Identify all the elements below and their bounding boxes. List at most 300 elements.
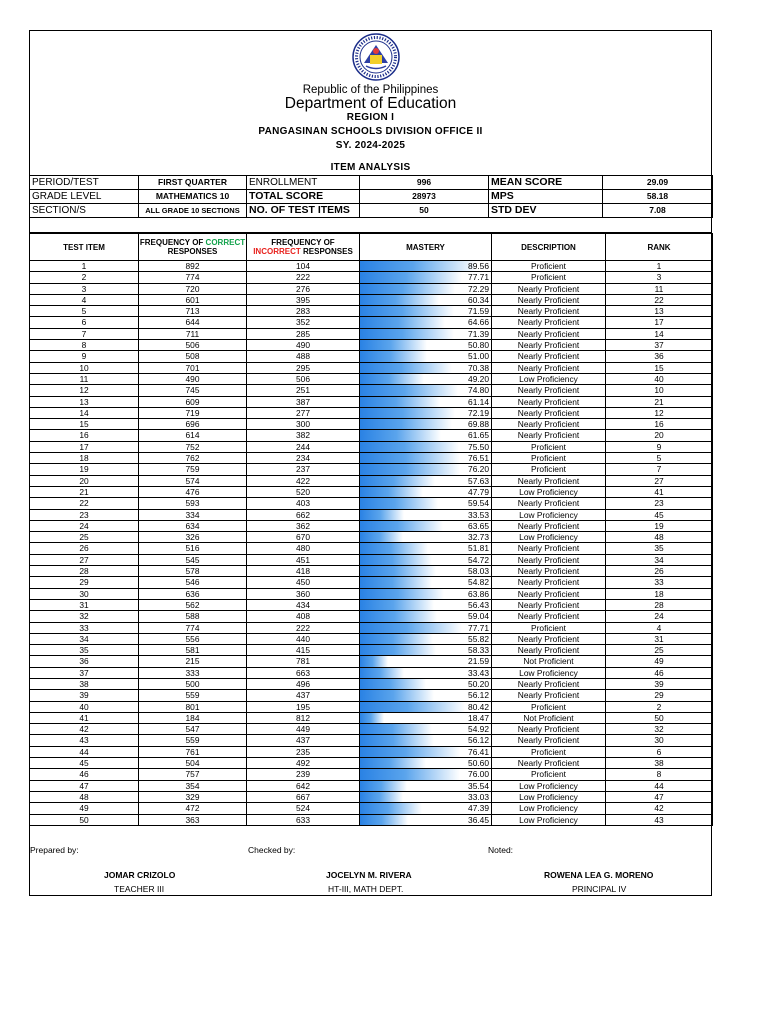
- mastery-value: 54.92: [468, 724, 489, 735]
- mastery-bar: [360, 623, 462, 633]
- mastery-value: 56.12: [468, 735, 489, 746]
- mastery-value: 59.04: [468, 611, 489, 622]
- cell-mastery: [360, 633, 492, 644]
- cell-mastery: [360, 340, 492, 351]
- cell-incorrect: 490: [247, 340, 360, 351]
- mastery-bar: [360, 792, 403, 802]
- cell-incorrect: 277: [247, 407, 360, 418]
- cell-rank: 48: [606, 532, 713, 543]
- table-row: [30, 441, 713, 452]
- cell-correct: 363: [139, 814, 247, 825]
- table-row: [30, 814, 713, 825]
- table-row: [30, 656, 713, 667]
- cell-incorrect: 360: [247, 588, 360, 599]
- table-row: [30, 486, 713, 497]
- cell-description: Low Proficiency: [492, 486, 606, 497]
- cell-description: Low Proficiency: [492, 791, 606, 802]
- grade-level-value: MATHEMATICS 10: [139, 190, 247, 204]
- cell-correct: 711: [139, 328, 247, 339]
- cell-description: Proficient: [492, 272, 606, 283]
- mastery-value: 50.20: [468, 678, 489, 689]
- table-row: [30, 464, 713, 475]
- table-row: [30, 498, 713, 509]
- mastery-bar: [360, 724, 432, 734]
- cell-incorrect: 480: [247, 543, 360, 554]
- cell-test-item: 1: [30, 261, 139, 272]
- cell-correct: 644: [139, 317, 247, 328]
- cell-description: Low Proficiency: [492, 814, 606, 825]
- cell-incorrect: 642: [247, 780, 360, 791]
- cell-correct: 508: [139, 351, 247, 362]
- cell-correct: 333: [139, 667, 247, 678]
- cell-description: Nearly Proficient: [492, 317, 606, 328]
- mastery-bar: [360, 476, 435, 486]
- cell-description: Nearly Proficient: [492, 678, 606, 689]
- cell-test-item: 7: [30, 328, 139, 339]
- cell-rank: 45: [606, 509, 713, 520]
- cell-rank: 26: [606, 566, 713, 577]
- cell-rank: 36: [606, 351, 713, 362]
- cell-rank: 39: [606, 678, 713, 689]
- col-incorrect-suffix: RESPONSES: [303, 247, 353, 256]
- mastery-value: 69.88: [468, 419, 489, 430]
- table-row: [30, 317, 713, 328]
- cell-mastery: [360, 690, 492, 701]
- cell-incorrect: 437: [247, 735, 360, 746]
- cell-description: Nearly Proficient: [492, 351, 606, 362]
- cell-test-item: 34: [30, 633, 139, 644]
- mastery-value: 50.80: [468, 340, 489, 351]
- cell-test-item: 16: [30, 430, 139, 441]
- cell-incorrect: 237: [247, 464, 360, 475]
- cell-correct: 759: [139, 464, 247, 475]
- cell-mastery: [360, 712, 492, 723]
- table-row: [30, 633, 713, 644]
- cell-incorrect: 395: [247, 294, 360, 305]
- mastery-bar: [360, 521, 443, 531]
- prepared-by-label: Prepared by:: [30, 845, 79, 855]
- mastery-value: 70.38: [468, 362, 489, 373]
- cell-mastery: [360, 261, 492, 272]
- mastery-value: 57.63: [468, 475, 489, 486]
- mastery-bar: [360, 815, 408, 825]
- cell-test-item: 45: [30, 758, 139, 769]
- cell-correct: 472: [139, 803, 247, 814]
- mastery-value: 61.14: [468, 396, 489, 407]
- cell-mastery: [360, 453, 492, 464]
- mastery-value: 89.56: [468, 261, 489, 271]
- mastery-value: 55.82: [468, 633, 489, 644]
- cell-incorrect: 667: [247, 791, 360, 802]
- cell-correct: 614: [139, 430, 247, 441]
- table-row: [30, 362, 713, 373]
- cell-mastery: [360, 758, 492, 769]
- cell-correct: 476: [139, 486, 247, 497]
- cell-incorrect: 663: [247, 667, 360, 678]
- cell-description: Nearly Proficient: [492, 306, 606, 317]
- deped-seal-logo: [344, 33, 408, 81]
- cell-correct: 506: [139, 340, 247, 351]
- cell-rank: 47: [606, 791, 713, 802]
- spacer-row: [29, 220, 712, 233]
- cell-incorrect: 450: [247, 577, 360, 588]
- cell-incorrect: 496: [247, 678, 360, 689]
- mastery-value: 49.20: [468, 373, 489, 384]
- mastery-bar: [360, 374, 424, 384]
- cell-correct: 334: [139, 509, 247, 520]
- cell-test-item: 47: [30, 780, 139, 791]
- cell-mastery: [360, 317, 492, 328]
- mastery-bar: [360, 340, 427, 350]
- cell-correct: 774: [139, 272, 247, 283]
- cell-correct: 719: [139, 407, 247, 418]
- period-label: PERIOD/TEST: [30, 176, 139, 190]
- mastery-value: 51.81: [468, 543, 489, 554]
- cell-rank: 29: [606, 690, 713, 701]
- item-analysis-table: [29, 233, 713, 826]
- table-row: [30, 690, 713, 701]
- section-label: SECTION/S: [30, 204, 139, 218]
- mastery-value: 76.51: [468, 453, 489, 464]
- cell-test-item: 43: [30, 735, 139, 746]
- cell-mastery: [360, 475, 492, 486]
- cell-incorrect: 488: [247, 351, 360, 362]
- cell-incorrect: 222: [247, 272, 360, 283]
- cell-mastery: [360, 430, 492, 441]
- cell-rank: 50: [606, 712, 713, 723]
- cell-rank: 31: [606, 633, 713, 644]
- cell-test-item: 14: [30, 407, 139, 418]
- cell-description: Nearly Proficient: [492, 294, 606, 305]
- cell-correct: 588: [139, 611, 247, 622]
- table-row: [30, 735, 713, 746]
- col-mastery: MASTERY: [360, 234, 492, 261]
- cell-mastery: [360, 746, 492, 757]
- mastery-bar: [360, 487, 423, 497]
- mastery-bar: [360, 577, 432, 587]
- cell-description: Proficient: [492, 769, 606, 780]
- mastery-bar: [360, 442, 459, 452]
- cell-mastery: [360, 283, 492, 294]
- mastery-bar: [360, 781, 407, 791]
- cell-incorrect: 403: [247, 498, 360, 509]
- cell-rank: 7: [606, 464, 713, 475]
- cell-incorrect: 283: [247, 306, 360, 317]
- cell-mastery: [360, 678, 492, 689]
- cell-mastery: [360, 667, 492, 678]
- cell-mastery: [360, 566, 492, 577]
- mastery-value: 54.72: [468, 554, 489, 565]
- mastery-value: 76.00: [468, 769, 489, 780]
- mastery-bar: [360, 566, 436, 576]
- cell-incorrect: 222: [247, 622, 360, 633]
- mastery-bar: [360, 589, 444, 599]
- mastery-bar: [360, 295, 439, 305]
- cell-correct: 559: [139, 735, 247, 746]
- report-title: ITEM ANALYSIS: [330, 162, 411, 173]
- cell-description: Proficient: [492, 261, 606, 272]
- col-incorrect: [247, 234, 360, 261]
- cell-mastery: [360, 509, 492, 520]
- table-row: [30, 294, 713, 305]
- mastery-value: 33.43: [468, 667, 489, 678]
- cell-correct: 761: [139, 746, 247, 757]
- noted-name: ROWENA LEA G. MORENO: [544, 870, 654, 880]
- cell-mastery: [360, 294, 492, 305]
- cell-rank: 4: [606, 622, 713, 633]
- cell-incorrect: 662: [247, 509, 360, 520]
- mastery-bar: [360, 317, 445, 327]
- cell-mastery: [360, 599, 492, 610]
- cell-correct: 184: [139, 712, 247, 723]
- mastery-value: 47.39: [468, 803, 489, 814]
- table-row: [30, 769, 713, 780]
- cell-description: Nearly Proficient: [492, 396, 606, 407]
- table-row: [30, 283, 713, 294]
- cell-description: Nearly Proficient: [492, 588, 606, 599]
- cell-correct: 545: [139, 554, 247, 565]
- mastery-bar: [360, 747, 460, 757]
- table-row: [30, 340, 713, 351]
- table-row: [30, 758, 713, 769]
- mastery-bar: [360, 668, 404, 678]
- cell-mastery: [360, 486, 492, 497]
- cell-incorrect: 234: [247, 453, 360, 464]
- cell-description: Nearly Proficient: [492, 385, 606, 396]
- cell-mastery: [360, 373, 492, 384]
- cell-test-item: 11: [30, 373, 139, 384]
- mastery-value: 63.86: [468, 588, 489, 599]
- department-heading: Department of Education: [284, 95, 457, 112]
- mastery-bar: [360, 769, 460, 779]
- cell-mastery: [360, 520, 492, 531]
- cell-mastery: [360, 419, 492, 430]
- mastery-value: 64.66: [468, 317, 489, 328]
- cell-rank: 3: [606, 272, 713, 283]
- table-row: [30, 791, 713, 802]
- cell-mastery: [360, 554, 492, 565]
- cell-description: Nearly Proficient: [492, 328, 606, 339]
- cell-description: Nearly Proficient: [492, 554, 606, 565]
- table-row: [30, 520, 713, 531]
- cell-description: Low Proficiency: [492, 780, 606, 791]
- cell-incorrect: 812: [247, 712, 360, 723]
- cell-test-item: 38: [30, 678, 139, 689]
- mastery-value: 75.50: [468, 441, 489, 452]
- cell-test-item: 2: [30, 272, 139, 283]
- cell-rank: 46: [606, 667, 713, 678]
- division-heading: PANGASINAN SCHOOLS DIVISION OFFICE II: [258, 126, 483, 137]
- mastery-bar: [360, 397, 440, 407]
- cell-correct: 329: [139, 791, 247, 802]
- cell-incorrect: 506: [247, 373, 360, 384]
- cell-incorrect: 520: [247, 486, 360, 497]
- cell-rank: 25: [606, 645, 713, 656]
- table-row: [30, 746, 713, 757]
- test-items-value: 50: [360, 204, 489, 218]
- cell-test-item: 31: [30, 599, 139, 610]
- cell-test-item: 21: [30, 486, 139, 497]
- table-row: [30, 577, 713, 588]
- cell-correct: 757: [139, 769, 247, 780]
- cell-incorrect: 251: [247, 385, 360, 396]
- cell-correct: 546: [139, 577, 247, 588]
- cell-description: Proficient: [492, 701, 606, 712]
- cell-description: Nearly Proficient: [492, 475, 606, 486]
- cell-rank: 8: [606, 769, 713, 780]
- mastery-bar: [360, 419, 452, 429]
- mastery-bar: [360, 634, 433, 644]
- mastery-bar: [360, 735, 434, 745]
- mastery-bar: [360, 272, 462, 282]
- cell-correct: 713: [139, 306, 247, 317]
- cell-correct: 574: [139, 475, 247, 486]
- cell-incorrect: 670: [247, 532, 360, 543]
- mean-score-label: MEAN SCORE: [489, 176, 603, 190]
- mastery-value: 76.41: [468, 746, 489, 757]
- col-correct-prefix: FREQUENCY OF: [139, 238, 204, 247]
- cell-correct: 490: [139, 373, 247, 384]
- cell-rank: 13: [606, 306, 713, 317]
- cell-test-item: 35: [30, 645, 139, 656]
- prepared-by-name: JOMAR CRIZOLO: [104, 870, 176, 880]
- cell-test-item: 40: [30, 701, 139, 712]
- mean-score-value: 29.09: [603, 176, 713, 190]
- cell-mastery: [360, 701, 492, 712]
- table-row: [30, 724, 713, 735]
- cell-rank: 18: [606, 588, 713, 599]
- col-incorrect-word: INCORRECT: [253, 247, 301, 256]
- cell-incorrect: 524: [247, 803, 360, 814]
- cell-test-item: 23: [30, 509, 139, 520]
- cell-test-item: 15: [30, 419, 139, 430]
- cell-rank: 1: [606, 261, 713, 272]
- cell-incorrect: 104: [247, 261, 360, 272]
- cell-correct: 696: [139, 419, 247, 430]
- cell-incorrect: 449: [247, 724, 360, 735]
- col-incorrect-prefix: FREQUENCY OF: [271, 238, 335, 247]
- cell-test-item: 29: [30, 577, 139, 588]
- cell-rank: 30: [606, 735, 713, 746]
- table-row: [30, 407, 713, 418]
- cell-test-item: 20: [30, 475, 139, 486]
- cell-rank: 19: [606, 520, 713, 531]
- cell-mastery: [360, 272, 492, 283]
- table-row: [30, 453, 713, 464]
- cell-test-item: 27: [30, 554, 139, 565]
- table-row: [30, 803, 713, 814]
- table-row: [30, 430, 713, 441]
- table-row: [30, 351, 713, 362]
- table-row: [30, 419, 713, 430]
- cell-incorrect: 387: [247, 396, 360, 407]
- mastery-value: 72.29: [468, 283, 489, 294]
- cell-rank: 49: [606, 656, 713, 667]
- mastery-bar: [360, 261, 477, 271]
- cell-rank: 6: [606, 746, 713, 757]
- checked-by-name: JOCELYN M. RIVERA: [326, 870, 412, 880]
- region-heading: REGION I: [346, 112, 395, 123]
- cell-test-item: 49: [30, 803, 139, 814]
- cell-description: Nearly Proficient: [492, 724, 606, 735]
- cell-rank: 28: [606, 599, 713, 610]
- cell-description: Nearly Proficient: [492, 633, 606, 644]
- cell-test-item: 17: [30, 441, 139, 452]
- cell-test-item: 37: [30, 667, 139, 678]
- cell-rank: 37: [606, 340, 713, 351]
- cell-incorrect: 633: [247, 814, 360, 825]
- cell-test-item: 5: [30, 306, 139, 317]
- cell-test-item: 24: [30, 520, 139, 531]
- mastery-bar: [360, 702, 465, 712]
- cell-description: Nearly Proficient: [492, 645, 606, 656]
- cell-mastery: [360, 622, 492, 633]
- mastery-bar: [360, 408, 455, 418]
- cell-rank: 21: [606, 396, 713, 407]
- cell-test-item: 46: [30, 769, 139, 780]
- prepared-by-title: TEACHER III: [114, 884, 165, 894]
- table-header-row: [30, 234, 713, 261]
- cell-rank: 2: [606, 701, 713, 712]
- table-row: [30, 261, 713, 272]
- table-row: [30, 328, 713, 339]
- cell-test-item: 18: [30, 453, 139, 464]
- cell-mastery: [360, 532, 492, 543]
- cell-test-item: 42: [30, 724, 139, 735]
- cell-test-item: 25: [30, 532, 139, 543]
- cell-incorrect: 492: [247, 758, 360, 769]
- mastery-bar: [360, 645, 436, 655]
- cell-rank: 17: [606, 317, 713, 328]
- mastery-value: 59.54: [468, 498, 489, 509]
- cell-incorrect: 451: [247, 554, 360, 565]
- col-rank: RANK: [606, 234, 713, 261]
- cell-description: Not Proficient: [492, 656, 606, 667]
- mastery-bar: [360, 498, 438, 508]
- mps-value: 58.18: [603, 190, 713, 204]
- noted-title: PRINCIPAL IV: [572, 884, 627, 894]
- enrollment-label: ENROLLMENT: [247, 176, 360, 190]
- mastery-value: 33.03: [468, 791, 489, 802]
- cell-mastery: [360, 362, 492, 373]
- enrollment-value: 996: [360, 176, 489, 190]
- cell-rank: 5: [606, 453, 713, 464]
- mastery-value: 61.65: [468, 430, 489, 441]
- school-year-heading: SY. 2024-2025: [335, 140, 406, 151]
- cell-description: Nearly Proficient: [492, 599, 606, 610]
- cell-mastery: [360, 543, 492, 554]
- mastery-value: 76.20: [468, 464, 489, 475]
- mastery-value: 32.73: [468, 532, 489, 543]
- mastery-value: 71.59: [468, 306, 489, 317]
- cell-correct: 559: [139, 690, 247, 701]
- cell-mastery: [360, 780, 492, 791]
- cell-mastery: [360, 464, 492, 475]
- mastery-bar: [360, 611, 437, 621]
- cell-mastery: [360, 645, 492, 656]
- mastery-bar: [360, 284, 455, 294]
- cell-description: Proficient: [492, 746, 606, 757]
- cell-description: Nearly Proficient: [492, 430, 606, 441]
- cell-incorrect: 408: [247, 611, 360, 622]
- cell-test-item: 44: [30, 746, 139, 757]
- mastery-value: 56.43: [468, 599, 489, 610]
- mastery-bar: [360, 430, 441, 440]
- mastery-value: 33.53: [468, 509, 489, 520]
- cell-rank: 9: [606, 441, 713, 452]
- mastery-bar: [360, 758, 426, 768]
- table-row: [30, 611, 713, 622]
